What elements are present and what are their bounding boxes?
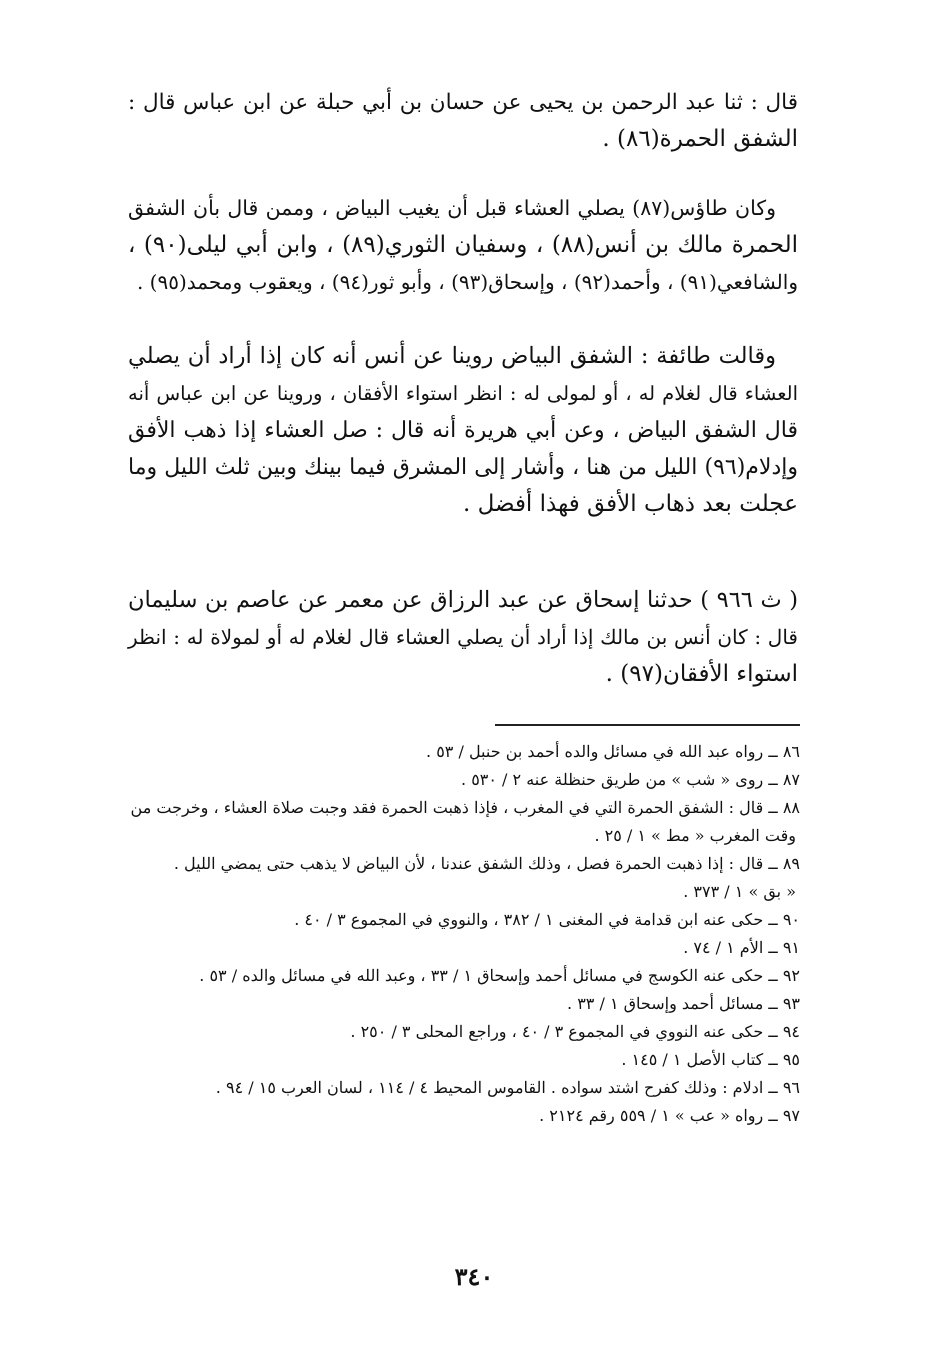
text-line: قال : كان أنس بن مالك إذا أراد أن يصلي العشاء قال لغلام له أو لمولاة له : انظر (128, 625, 798, 649)
text-line: وكان طاؤس(٨٧) يصلي العشاء قبل أن يغيب البياض ، وممن قال بأن الشفق (128, 196, 776, 220)
footnote-96: ٩٦ ــ ادلام : وذلك كفرح اشتد سواده . القاموس المحيط ٤ / ١١٤ ، لسان العرب ١٥ / ٩٤ . (215, 1078, 800, 1097)
text-line: استواء الأفقان(٩٧) . (605, 661, 798, 687)
text-line: ( ث ٩٦٦ ) حدثنا إسحاق عن عبد الرزاق عن معمر عن عاصم بن سليمان (128, 587, 798, 613)
page-number: ٣٤٠ (454, 1262, 494, 1291)
footnote-87: ٨٧ ــ روى « شب » من طريق حنظلة عنه ٢ / ٥٣٠ . (461, 770, 800, 789)
footnote-86: ٨٦ ــ رواه عبد الله في مسائل والده أحمد بن حنبل / ٥٣ . (426, 742, 800, 761)
text-line: والشافعي(٩١) ، وأحمد(٩٢) ، وإسحاق(٩٣) ، وأبو ثور(٩٤) ، ويعقوب ومحمد(٩٥) . (136, 270, 798, 294)
paragraph-4 (128, 582, 798, 693)
footnote-divider (495, 724, 800, 726)
text-line: وقالت طائفة : الشفق البياض روينا عن أنس أنه كان إذا أراد أن يصلي (128, 343, 776, 369)
footnote-89-continued: « بق » ١ / ٣٧٣ . (683, 882, 796, 901)
footnote-90: ٩٠ ــ حكى عنه ابن قدامة في المغنى ١ / ٣٨٢ ، والنووي في المجموع ٣ / ٤٠ . (294, 910, 800, 929)
footnote-94: ٩٤ ــ حكى عنه النووي في المجموع ٣ / ٤٠ ، وراجع المحلى ٣ / ٢٥٠ . (350, 1022, 800, 1041)
paragraph-2 (128, 190, 798, 301)
footnote-95: ٩٥ ــ كتاب الأصل ١ / ١٤٥ . (621, 1050, 800, 1069)
text-line: الحمرة مالك بن أنس(٨٨) ، وسفيان الثوري(٨٩) ، وابن أبي ليلى(٩٠) ، (128, 232, 798, 258)
text-line: قال الشفق البياض ، وعن أبي هريرة أنه قال : صل العشاء إذا ذهب الأفق (128, 418, 798, 443)
footnote-88: ٨٨ ــ قال : الشفق الحمرة التي في المغرب ، فإذا ذهبت الحمرة فقد وجبت صلاة العشاء ، وخرجت من (130, 798, 800, 817)
text-line: وإدلام(٩٦) الليل من هنا ، وأشار إلى المشرق فيما بينك وبين ثلث الليل وما (128, 455, 798, 480)
footnote-92: ٩٢ ــ حكى عنه الكوسج في مسائل أحمد وإسحاق ١ / ٣٣ ، وعبد الله في مسائل والده / ٥٣ . (199, 966, 800, 985)
footnote-93: ٩٣ ــ مسائل أحمد وإسحاق ١ / ٣٣ . (567, 994, 800, 1013)
text-line: الشفق الحمرة(٨٦) . (602, 126, 798, 152)
text-line: العشاء قال لغلام له ، أو لمولى له : انظر استواء الأفقان ، وروينا عن ابن عباس أنه (128, 382, 798, 405)
footnote-88-continued: وقت المغرب « مط » ١ / ٢٥ . (594, 826, 796, 845)
footnote-91: ٩١ ــ الأم ١ / ٧٤ . (683, 938, 800, 957)
paragraph-1 (128, 84, 798, 158)
text-line: عجلت بعد ذهاب الأفق فهذا أفضل . (462, 491, 798, 517)
paragraph-3 (128, 338, 798, 523)
footnote-89: ٨٩ ــ قال : إذا ذهبت الحمرة فصل ، وذلك الشفق عندنا ، لأن البياض لا يذهب حتى يمضي الليل . (173, 854, 800, 873)
footnote-97: ٩٧ ــ رواه « عب » ١ / ٥٥٩ رقم ٢١٢٤ . (539, 1106, 800, 1125)
footnotes (130, 738, 800, 1130)
text-line: قال : ثنا عبد الرحمن بن يحيى عن حسان بن أبي حبلة عن ابن عباس قال : (128, 90, 798, 115)
